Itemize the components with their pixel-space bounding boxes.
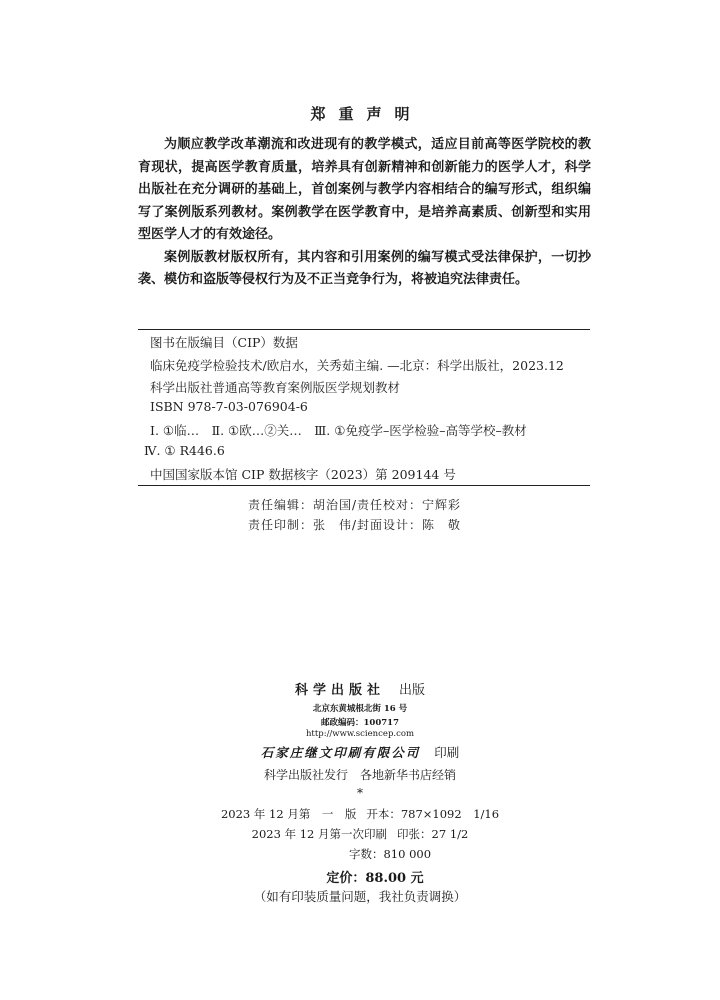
editors-line-1: 责任编辑：胡治国/责任校对：宁辉彩: [248, 498, 462, 512]
cip-isbn: ISBN 978-7-03-076904-6: [150, 399, 308, 414]
publisher-address: 北京东黄城根北街 16 号: [312, 704, 408, 714]
publisher-suffix: 出版: [399, 683, 426, 698]
cip-title-line: 临床免疫学检验技术/欧启水，关秀茹主编. —北京：科学出版社，2023.12: [150, 358, 564, 373]
cip-series-line: 科学出版社普通高等教育案例版医学规划教材: [150, 380, 401, 395]
word-count: 字数：810 000: [348, 847, 432, 861]
publisher-name: 科学出版社: [294, 683, 385, 698]
edition-line: [0, 806, 720, 822]
printing-line: [0, 826, 720, 842]
statement-body: [138, 134, 591, 292]
price-line: [15, 867, 720, 886]
printing-date: 2023 年 12 月第一次印刷: [251, 827, 388, 841]
cip-bottom-rule: [138, 485, 590, 486]
statement-title: 郑重声明: [310, 105, 423, 123]
publisher-line: [0, 679, 720, 698]
distribution-line: 科学出版社发行 各地新华书店经销: [263, 768, 456, 782]
edition-date: 2023 年 12 月第 一 版: [220, 807, 357, 821]
printed-sheets: 印张：27 1/2: [397, 827, 469, 841]
statement-paragraph-1: 为顺应教学改革潮流和改进现有的教学模式，适应目前高等医学院校的教育现状，提高医学教育质量，培养具有创新精神和创新能力的医学人才，科学出版社在充分调研的基础上，首创案例与教学内容相结合的编写形式，组织编写了案例版系列教材。案例教学在医学教育中，是培养高素质、创新型和实用型医学人才的有效途径。: [138, 137, 591, 242]
cip-library-record: 中国国家版本馆 CIP 数据核字（2023）第 209144 号: [150, 467, 456, 482]
editors-block: [248, 495, 508, 535]
separator-asterisk: *: [357, 786, 363, 800]
printer-line: [0, 743, 720, 761]
cip-classification-1: Ⅰ. ①临… Ⅱ. ①欧…②关… Ⅲ. ①免疫学–医学检验–高等学校–教材: [150, 423, 527, 438]
publisher-website: http://www.sciencep.com: [305, 729, 415, 739]
cip-top-rule: [138, 329, 590, 330]
publisher-postcode: 邮政编码：100717: [321, 718, 399, 728]
statement-paragraph-2: 案例版教材版权所有，其内容和引用案例的编写模式受法律保护，一切抄袭、模仿和盗版等侵权行为及不正当竞争行为，将被追究法律责任。: [138, 249, 591, 287]
book-format: 开本：787×1092 1/16: [366, 807, 500, 821]
price-label: 定价：: [326, 871, 366, 886]
cip-heading: 图书在版编目（CIP）数据: [150, 335, 298, 350]
quality-notice: （如有印装质量问题，我社负责调换）: [253, 889, 467, 904]
price-value: 88.00 元: [365, 871, 424, 886]
printer-suffix: 印刷: [434, 745, 460, 760]
cip-classification-2: Ⅳ. ① R446.6: [144, 443, 225, 458]
editors-line-2: 责任印制：张 伟/封面设计：陈 敬: [248, 518, 462, 532]
printer-name: 石家庄继文印刷有限公司: [260, 745, 421, 760]
